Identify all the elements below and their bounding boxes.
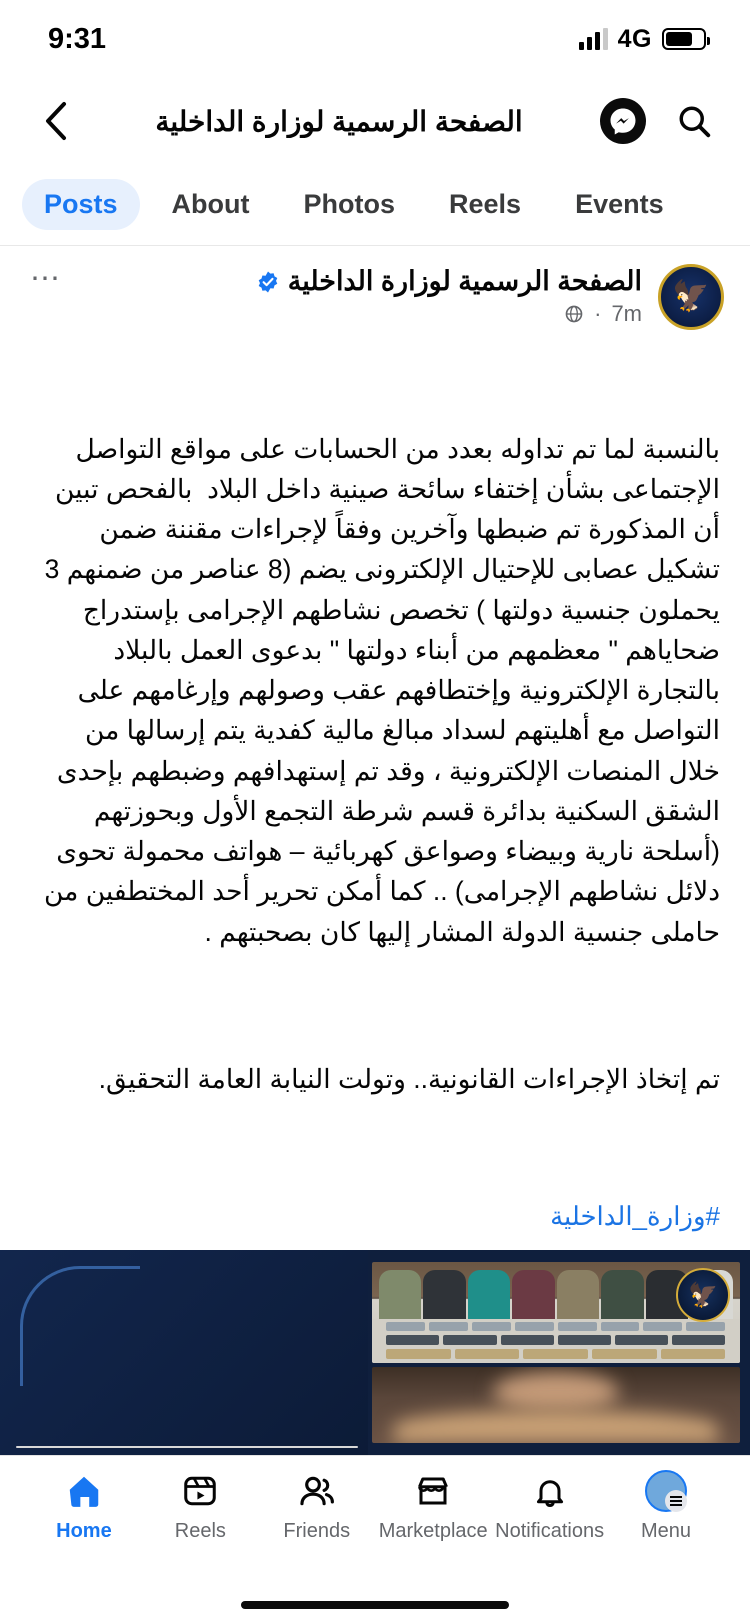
post <box>0 246 750 1250</box>
more-options-icon[interactable]: ⋯ <box>30 262 62 295</box>
bell-icon <box>532 1470 568 1512</box>
post-author-block <box>82 264 642 327</box>
page-header <box>0 78 750 164</box>
home-indicator <box>0 1587 750 1623</box>
nav-friends[interactable] <box>259 1470 375 1543</box>
post-hashtag[interactable]: #وزارة_الداخلية <box>550 1201 720 1232</box>
header-actions <box>600 98 716 144</box>
post-timestamp: 7m <box>611 301 642 326</box>
nav-marketplace[interactable] <box>375 1470 491 1543</box>
nav-reels-label: Reels <box>174 1520 226 1542</box>
nav-home[interactable] <box>26 1470 142 1543</box>
tweet-text <box>17 1447 357 1448</box>
back-button[interactable] <box>34 99 78 143</box>
page-name-row <box>82 266 642 297</box>
menu-avatar-icon <box>645 1470 687 1512</box>
status-time: 9:31 <box>48 22 107 55</box>
globe-icon <box>564 304 584 324</box>
tab-posts[interactable]: Posts <box>22 179 140 230</box>
post-text <box>26 330 724 1179</box>
verified-badge-icon <box>256 270 280 294</box>
blurred-portrait-photo <box>372 1367 741 1443</box>
post-paragraph-2: تم إتخاذ الإجراءات القانونية.. وتولت النيابة العامة التحقيق. <box>98 1063 720 1094</box>
page-title: الصفحة الرسمية لوزارة الداخلية <box>155 105 523 137</box>
signal-bars-icon <box>579 28 608 50</box>
post-header <box>26 264 724 330</box>
friends-icon <box>298 1470 336 1512</box>
profile-tabs <box>0 164 750 246</box>
nav-notifications-label: Notifications <box>495 1520 605 1542</box>
nav-menu-label: Menu <box>641 1520 692 1542</box>
post-meta <box>82 301 642 327</box>
nav-notifications[interactable] <box>492 1470 608 1543</box>
status-bar <box>0 0 750 78</box>
nav-menu[interactable] <box>608 1470 724 1543</box>
tab-events[interactable]: Events <box>575 189 664 219</box>
status-indicators <box>579 25 706 54</box>
messenger-icon[interactable] <box>600 98 646 144</box>
collage-left-panel <box>0 1250 368 1455</box>
post-paragraph-1: بالنسبة لما تم تداوله بعدد من الحسابات على مواقع التواصل الإجتماعى بشأن إختفاء سائحة صينية داخل البلاد بالفحص تبين أن المذكورة تم ضبطها وآخرين وفقاً لإجراءات مقننة ضمن تشكيل عصابى للإحتيال الإلكترونى يضم (8 عناصر من ضمنهم 3 يحملون جنسية دولتها ) تخصص نشاطهم الإجرامى بإستدراج ضحاياهم " معظمهم من أبناء دولتها " بدعوى العمل بالبلاد بالتجارة الإلكترونية وإختطافهم عقب وصولهم وإرغامهم على التواصل مع أهليتهم لسداد مبالغ مالية كفدية يتم إرسالها من خلال المنصات الإلكترونية ، وقد تم إستهدافهم وضبطهم بإحدى الشقق السكنية بدائرة قسم شرطة التجمع الأول وبحوزتهم (أسلحة نارية وبيضاء وصواعق كهربائية – هواتف محمولة تحوى دلائل نشاطهم الإجرامى) .. كما أمكن تحرير أحد المختطفين من حاملى جنسية الدولة المشار إليها كان بصحبتهم . <box>36 433 720 947</box>
eagle-icon: 🦅 <box>672 280 710 313</box>
ministry-eagle-avatar[interactable] <box>658 264 724 330</box>
tab-reels[interactable]: Reels <box>449 189 522 219</box>
meta-separator: · <box>594 301 602 326</box>
nav-home-label: Home <box>56 1520 112 1542</box>
nav-marketplace-label: Marketplace <box>378 1520 488 1542</box>
battery-icon <box>662 28 706 50</box>
ministry-seal-icon: 🦅 <box>676 1268 730 1322</box>
post-media-collage[interactable] <box>0 1250 750 1455</box>
tweet-screenshot-card <box>16 1446 358 1448</box>
bottom-navigation <box>0 1455 750 1587</box>
network-type-label: 4G <box>617 24 652 53</box>
nav-reels[interactable] <box>142 1470 258 1543</box>
search-icon[interactable] <box>672 99 716 143</box>
reels-icon <box>182 1470 218 1512</box>
home-icon <box>65 1470 103 1512</box>
marketplace-icon <box>415 1470 451 1512</box>
decorative-arc <box>20 1266 140 1386</box>
tab-photos[interactable]: Photos <box>303 189 395 219</box>
post-page-name[interactable]: الصفحة الرسمية لوزارة الداخلية <box>287 266 642 296</box>
tab-about[interactable]: About <box>171 189 250 219</box>
nav-friends-label: Friends <box>283 1520 351 1542</box>
